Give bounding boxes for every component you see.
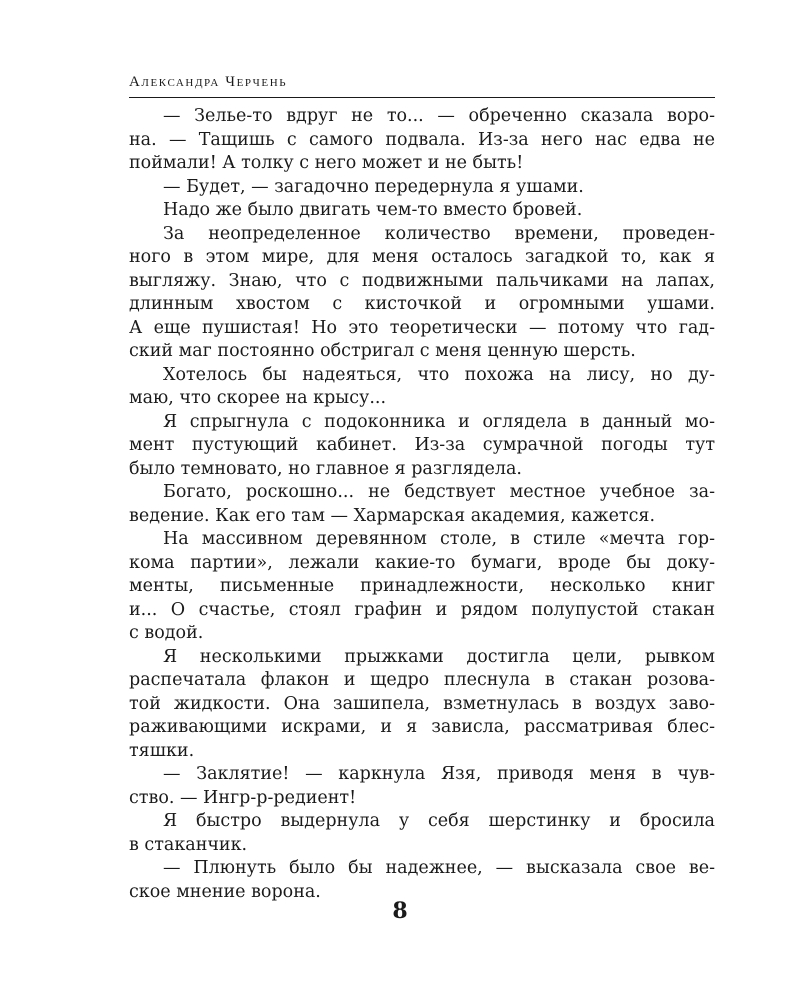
text-line: На массивном деревянном столе, в стиле «мечта гор- (163, 529, 715, 549)
text-line: — Будет, — загадочно передернула я ушами. (163, 176, 584, 197)
header-rule (129, 97, 715, 98)
text-line: Я спрыгнула с подоконника и оглядела в данный мо- (163, 411, 715, 432)
text-line: Хотелось бы надеяться, что похожа на лису, но ду- (163, 364, 715, 385)
text-line: менты, письменные принадлежности, несколько книг (129, 576, 715, 596)
text-line: поймали! А толку с него может и не быть! (129, 153, 524, 173)
text-line: Я быстро выдернула у себя шерстинку и бросила (163, 811, 715, 831)
text-line: Надо же было двигать чем-то вместо бровей. (163, 200, 583, 220)
text-line: Я несколькими прыжками достигла цели, рывком (163, 646, 715, 667)
text-line: раживающими искрами, и я зависла, рассматривая блес- (129, 717, 715, 737)
text-line: той жидкости. Она зашипела, взметнулась в воздух заво- (129, 693, 715, 714)
text-line: маю, что скорее на крысу... (129, 388, 387, 408)
page-number: 8 (392, 898, 408, 924)
text-line: кома партии», лежали какие-то бумаги, вроде бы доку- (129, 552, 715, 573)
text-line: с водой. (129, 623, 204, 643)
body-text (129, 105, 715, 904)
text-line: За неопределенное количество времени, проведен- (163, 223, 715, 244)
text-line: — Плюнуть было бы надежнее, — высказала свое ве- (163, 858, 715, 878)
text-line: на. — Тащишь с самого подвала. Из-за него нас едва не (129, 129, 715, 150)
text-line: ведение. Как его там — Хармарская академия, кажется. (129, 505, 656, 526)
text-line: ский маг постоянно обстригал с меня ценную шерсть. (129, 341, 636, 361)
text-line: Богато, роскошно... не бедствует местное учебное за- (163, 482, 715, 502)
text-line: выгляжу. Знаю, что с подвижными пальчиками на лапах, (129, 270, 715, 291)
text-line: мент пустующий кабинет. Из-за сумрачной погоды тут (129, 435, 715, 455)
text-line: А еще пушистая! Но это теоретически — потому что гад- (129, 317, 715, 338)
text-line: — Заклятие! — каркнула Язя, приводя меня в чув- (163, 764, 715, 784)
text-line: распечатала флакон и щедро плеснула в стакан розова- (129, 670, 715, 690)
text-line: и... О счастье, стоял графин и рядом полупустой стакан (129, 599, 715, 620)
text-line: ство. — Ингр-р-редиент! (129, 787, 357, 808)
text-line: длинным хвостом с кисточкой и огромными ушами. (129, 294, 715, 314)
text-line: тяшки. (129, 740, 195, 761)
text-line: было темновато, но главное я разглядела. (129, 458, 522, 479)
text-line: — Зелье-то вдруг не то... — обреченно сказала воро- (163, 106, 715, 126)
text-line: ское мнение ворона. (129, 881, 321, 902)
running-head-author: Александра Черчень (129, 74, 288, 90)
text-line: в стаканчик. (129, 834, 248, 855)
text-line: ного в этом мире, для меня осталось загадкой то, как я (129, 247, 715, 267)
